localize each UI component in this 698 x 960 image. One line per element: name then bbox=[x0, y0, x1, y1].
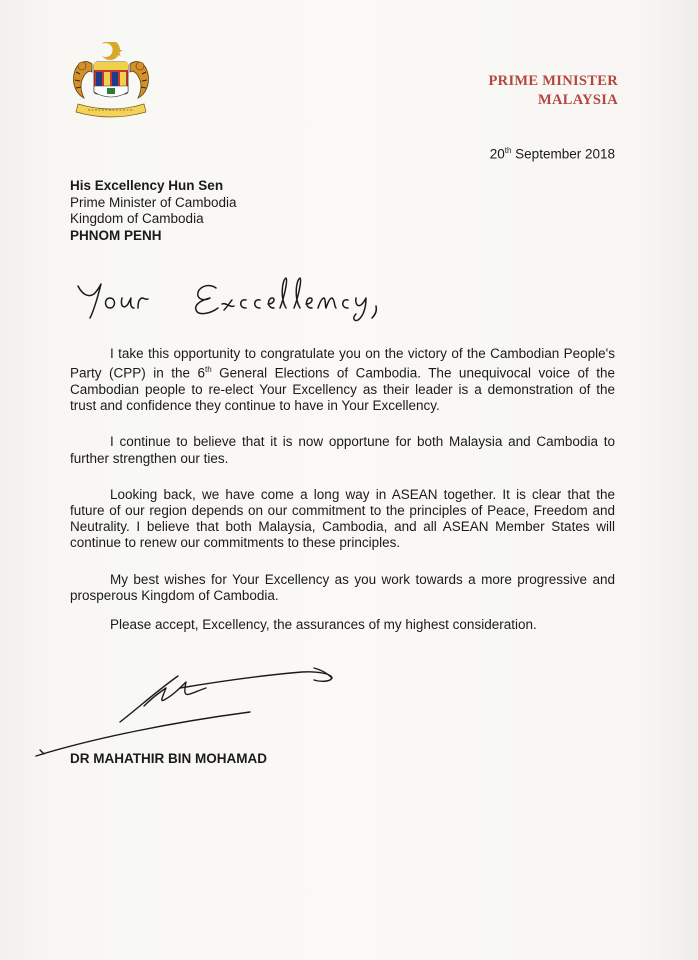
paragraph-1-ordinal: th bbox=[204, 365, 212, 375]
recipient-country: Kingdom of Cambodia bbox=[70, 211, 204, 226]
recipient-title: Prime Minister of Cambodia bbox=[70, 194, 237, 210]
date-suffix: th bbox=[504, 146, 512, 155]
recipient-name: His Excellency Hun Sen bbox=[70, 178, 224, 193]
date-day: 20 bbox=[489, 146, 505, 162]
handwritten-signature bbox=[34, 662, 344, 762]
paragraph-5: Please accept, Excellency, the assurances of my highest consideration. bbox=[110, 616, 537, 632]
paragraph-1 bbox=[70, 346, 615, 414]
letterhead-office bbox=[489, 72, 618, 110]
recipient-address bbox=[70, 178, 237, 244]
letter-body bbox=[70, 346, 615, 646]
paragraph-1-text-a: I take this opportunity to congratulate you on the victory of the Cambodian People's Party (CPP) in the 6 bbox=[70, 346, 615, 381]
paragraph-2: I continue to believe that it is now opportune for both Malaysia and Cambodia to further strengthen our ties. bbox=[70, 434, 615, 466]
letterhead-title-line2: MALAYSIA bbox=[537, 92, 618, 108]
paragraph-3: Looking back, we have come a long way in ASEAN together. It is clear that the future of our region depends on our commitment to the principles of Peace, Freedom and Neutrality. I believe that both Malaysia, Cambodia, and all ASEAN Member States will continue to renew our commitments to these principles. bbox=[70, 486, 615, 551]
paragraph-1-text-b: General Elections of Cambodia. The unequivocal voice of the Cambodian people to re-elect Your Excellency as their leader is a demonstration of the trust and confidence they continue to have in Your Excellency. bbox=[70, 365, 615, 414]
recipient-city: PHNOM PENH bbox=[70, 227, 162, 243]
signer-name: DR MAHATHIR BIN MOHAMAD bbox=[70, 751, 267, 766]
letterhead-title-line1: PRIME MINISTER bbox=[488, 73, 618, 89]
coat-of-arms-icon bbox=[62, 42, 160, 120]
date-month-year: September 2018 bbox=[515, 146, 615, 162]
letter-date bbox=[490, 146, 615, 162]
handwritten-salutation bbox=[74, 268, 444, 324]
paragraph-4: My best wishes for Your Excellency as you work towards a more progressive and prosperous Kingdom of Cambodia. bbox=[70, 571, 615, 603]
